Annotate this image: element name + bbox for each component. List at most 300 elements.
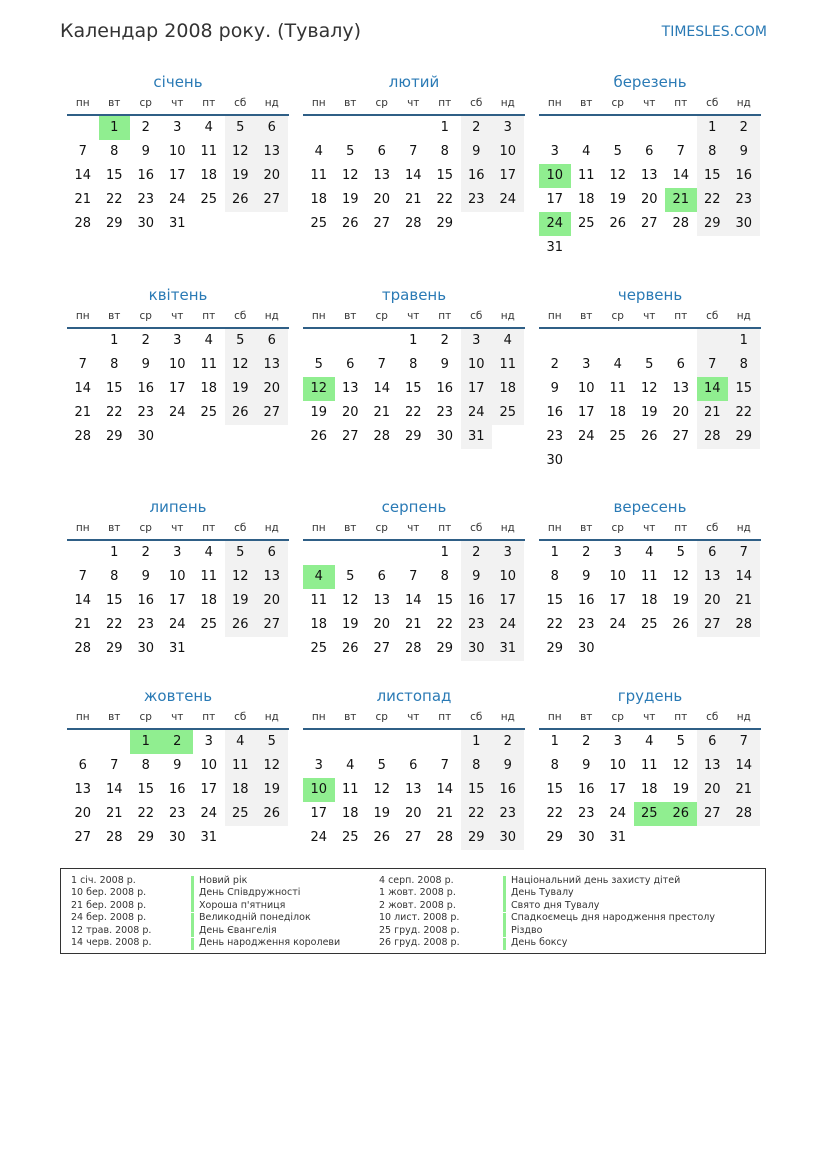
day-cell[interactable]: 3 — [613, 545, 622, 560]
day-cell[interactable]: 30 — [461, 637, 493, 661]
day-cell[interactable]: 11 — [310, 168, 328, 183]
day-cell[interactable]: 4 — [613, 357, 622, 372]
day-cell[interactable]: 21 — [105, 806, 123, 821]
day-cell[interactable]: 10 — [609, 758, 627, 773]
day-cell[interactable]: 9 — [173, 758, 182, 773]
day-cell[interactable]: 18 — [609, 405, 627, 420]
day-cell[interactable]: 11 — [200, 144, 218, 159]
day-cell[interactable]: 14 — [672, 168, 690, 183]
day-cell[interactable]: 8 — [110, 144, 119, 159]
day-cell[interactable]: 8 — [550, 569, 559, 584]
day-cell[interactable]: 8 — [440, 569, 449, 584]
day-cell[interactable]: 8 — [697, 140, 729, 164]
day-cell[interactable]: 16 — [577, 782, 595, 797]
day-cell[interactable]: 21 — [404, 192, 422, 207]
day-cell[interactable]: 3 — [492, 116, 524, 140]
day-cell[interactable]: 30 — [137, 429, 155, 444]
day-cell[interactable]: 17 — [577, 405, 595, 420]
day-cell[interactable]: 9 — [461, 140, 493, 164]
day-cell[interactable]: 7 — [409, 144, 418, 159]
day-cell[interactable]: 17 — [200, 782, 218, 797]
day-cell[interactable]: 3 — [173, 333, 182, 348]
day-cell[interactable]: 25 — [640, 617, 658, 632]
day-cell[interactable]: 7 — [78, 569, 87, 584]
day-cell[interactable]: 20 — [373, 617, 391, 632]
day-cell[interactable]: 23 — [492, 802, 524, 826]
day-cell[interactable]: 2 — [141, 333, 150, 348]
day-cell[interactable]: 19 — [225, 377, 257, 401]
day-cell[interactable]: 21 — [74, 192, 92, 207]
day-cell[interactable]: 17 — [492, 164, 524, 188]
day-cell[interactable]: 26 — [373, 830, 391, 845]
day-cell[interactable]: 27 — [341, 429, 359, 444]
day-cell[interactable]: 10 — [609, 569, 627, 584]
day-cell[interactable]: 20 — [373, 192, 391, 207]
day-cell[interactable]: 4 — [492, 329, 524, 353]
day-cell[interactable]: 6 — [377, 569, 386, 584]
day-cell[interactable]: 4 — [346, 758, 355, 773]
day-cell[interactable]: 21 — [697, 401, 729, 425]
day-cell[interactable]: 2 — [728, 116, 760, 140]
day-cell[interactable]: 20 — [74, 806, 92, 821]
day-cell[interactable]: 25 — [341, 830, 359, 845]
day-cell[interactable]: 9 — [440, 357, 449, 372]
day-cell[interactable]: 21 — [665, 188, 697, 212]
day-cell[interactable]: 23 — [546, 429, 564, 444]
day-cell[interactable]: 27 — [404, 830, 422, 845]
day-cell[interactable]: 26 — [225, 188, 257, 212]
day-cell[interactable]: 8 — [409, 357, 418, 372]
day-cell[interactable]: 10 — [303, 778, 335, 802]
day-cell[interactable]: 25 — [577, 216, 595, 231]
day-cell[interactable]: 25 — [200, 617, 218, 632]
day-cell[interactable]: 16 — [577, 593, 595, 608]
day-cell[interactable]: 31 — [546, 240, 564, 255]
day-cell[interactable]: 24 — [310, 830, 328, 845]
day-cell[interactable]: 22 — [461, 802, 493, 826]
day-cell[interactable]: 12 — [256, 754, 288, 778]
day-cell[interactable]: 22 — [137, 806, 155, 821]
day-cell[interactable]: 8 — [110, 569, 119, 584]
day-cell[interactable]: 23 — [461, 613, 493, 637]
day-cell[interactable]: 8 — [461, 754, 493, 778]
day-cell[interactable]: 14 — [105, 782, 123, 797]
day-cell[interactable]: 20 — [256, 377, 288, 401]
day-cell[interactable]: 10 — [539, 164, 571, 188]
day-cell[interactable]: 17 — [168, 593, 186, 608]
day-cell[interactable]: 26 — [225, 613, 257, 637]
day-cell[interactable]: 2 — [461, 116, 493, 140]
day-cell[interactable]: 22 — [105, 617, 123, 632]
day-cell[interactable]: 15 — [436, 593, 454, 608]
day-cell[interactable]: 12 — [373, 782, 391, 797]
day-cell[interactable]: 10 — [492, 565, 524, 589]
day-cell[interactable]: 20 — [256, 589, 288, 613]
day-cell[interactable]: 3 — [461, 329, 493, 353]
day-cell[interactable]: 26 — [609, 216, 627, 231]
day-cell[interactable]: 27 — [256, 613, 288, 637]
day-cell[interactable]: 28 — [728, 802, 760, 826]
day-cell[interactable]: 11 — [341, 782, 359, 797]
day-cell[interactable]: 28 — [697, 425, 729, 449]
day-cell[interactable]: 19 — [609, 192, 627, 207]
day-cell[interactable]: 4 — [314, 144, 323, 159]
day-cell[interactable]: 21 — [728, 589, 760, 613]
day-cell[interactable]: 30 — [492, 826, 524, 850]
day-cell[interactable]: 28 — [404, 641, 422, 656]
day-cell[interactable]: 30 — [577, 830, 595, 845]
day-cell[interactable]: 5 — [645, 357, 654, 372]
day-cell[interactable]: 23 — [137, 405, 155, 420]
day-cell[interactable]: 27 — [640, 216, 658, 231]
day-cell[interactable]: 3 — [314, 758, 323, 773]
day-cell[interactable]: 17 — [168, 381, 186, 396]
day-cell[interactable]: 20 — [640, 192, 658, 207]
day-cell[interactable]: 21 — [74, 405, 92, 420]
day-cell[interactable]: 25 — [200, 405, 218, 420]
day-cell[interactable]: 23 — [137, 192, 155, 207]
day-cell[interactable]: 2 — [582, 734, 591, 749]
day-cell[interactable]: 19 — [672, 593, 690, 608]
day-cell[interactable]: 9 — [582, 758, 591, 773]
day-cell[interactable]: 13 — [697, 754, 729, 778]
day-cell[interactable]: 23 — [577, 617, 595, 632]
day-cell[interactable]: 5 — [676, 734, 685, 749]
day-cell[interactable]: 20 — [697, 589, 729, 613]
day-cell[interactable]: 10 — [200, 758, 218, 773]
day-cell[interactable]: 30 — [728, 212, 760, 236]
day-cell[interactable]: 13 — [373, 593, 391, 608]
day-cell[interactable]: 28 — [436, 830, 454, 845]
day-cell[interactable]: 9 — [141, 569, 150, 584]
day-cell[interactable]: 14 — [74, 381, 92, 396]
day-cell[interactable]: 11 — [310, 593, 328, 608]
day-cell[interactable]: 18 — [200, 381, 218, 396]
day-cell[interactable]: 28 — [74, 429, 92, 444]
day-cell[interactable]: 4 — [303, 565, 335, 589]
day-cell[interactable]: 5 — [225, 329, 257, 353]
day-cell[interactable]: 1 — [440, 120, 449, 135]
day-cell[interactable]: 14 — [74, 168, 92, 183]
day-cell[interactable]: 6 — [256, 329, 288, 353]
day-cell[interactable]: 31 — [168, 216, 186, 231]
day-cell[interactable]: 19 — [341, 192, 359, 207]
day-cell[interactable]: 14 — [728, 565, 760, 589]
day-cell[interactable]: 24 — [200, 806, 218, 821]
day-cell[interactable]: 7 — [78, 357, 87, 372]
day-cell[interactable]: 29 — [546, 830, 564, 845]
day-cell[interactable]: 16 — [728, 164, 760, 188]
day-cell[interactable]: 2 — [141, 120, 150, 135]
day-cell[interactable]: 23 — [577, 806, 595, 821]
day-cell[interactable]: 8 — [110, 357, 119, 372]
day-cell[interactable]: 13 — [341, 381, 359, 396]
day-cell[interactable]: 29 — [137, 830, 155, 845]
day-cell[interactable]: 17 — [492, 589, 524, 613]
day-cell[interactable]: 16 — [492, 778, 524, 802]
day-cell[interactable]: 6 — [78, 758, 87, 773]
day-cell[interactable]: 3 — [204, 734, 213, 749]
day-cell[interactable]: 28 — [672, 216, 690, 231]
day-cell[interactable]: 30 — [577, 641, 595, 656]
day-cell[interactable]: 1 — [110, 333, 119, 348]
day-cell[interactable]: 4 — [204, 545, 213, 560]
day-cell[interactable]: 10 — [168, 144, 186, 159]
day-cell[interactable]: 16 — [137, 168, 155, 183]
day-cell[interactable]: 18 — [577, 192, 595, 207]
day-cell[interactable]: 5 — [314, 357, 323, 372]
day-cell[interactable]: 3 — [492, 541, 524, 565]
day-cell[interactable]: 17 — [310, 806, 328, 821]
day-cell[interactable]: 9 — [141, 357, 150, 372]
day-cell[interactable]: 4 — [582, 144, 591, 159]
day-cell[interactable]: 28 — [74, 216, 92, 231]
day-cell[interactable]: 4 — [645, 545, 654, 560]
day-cell[interactable]: 3 — [550, 144, 559, 159]
day-cell[interactable]: 14 — [373, 381, 391, 396]
day-cell[interactable]: 27 — [256, 188, 288, 212]
day-cell[interactable]: 24 — [168, 192, 186, 207]
day-cell[interactable]: 8 — [440, 144, 449, 159]
day-cell[interactable]: 19 — [256, 778, 288, 802]
day-cell[interactable]: 20 — [341, 405, 359, 420]
day-cell[interactable]: 2 — [141, 545, 150, 560]
day-cell[interactable]: 30 — [168, 830, 186, 845]
day-cell[interactable]: 18 — [492, 377, 524, 401]
day-cell[interactable]: 22 — [546, 806, 564, 821]
day-cell[interactable]: 10 — [577, 381, 595, 396]
day-cell[interactable]: 6 — [409, 758, 418, 773]
day-cell[interactable]: 20 — [697, 778, 729, 802]
day-cell[interactable]: 21 — [436, 806, 454, 821]
day-cell[interactable]: 12 — [672, 569, 690, 584]
day-cell[interactable]: 12 — [341, 593, 359, 608]
day-cell[interactable]: 23 — [461, 188, 493, 212]
day-cell[interactable]: 16 — [546, 405, 564, 420]
day-cell[interactable]: 24 — [492, 613, 524, 637]
day-cell[interactable]: 18 — [310, 617, 328, 632]
day-cell[interactable]: 14 — [436, 782, 454, 797]
day-cell[interactable]: 3 — [582, 357, 591, 372]
day-cell[interactable]: 9 — [550, 381, 559, 396]
day-cell[interactable]: 28 — [404, 216, 422, 231]
day-cell[interactable]: 17 — [168, 168, 186, 183]
day-cell[interactable]: 5 — [346, 144, 355, 159]
day-cell[interactable]: 18 — [640, 782, 658, 797]
day-cell[interactable]: 22 — [728, 401, 760, 425]
day-cell[interactable]: 12 — [303, 377, 335, 401]
day-cell[interactable]: 5 — [225, 541, 257, 565]
day-cell[interactable]: 15 — [697, 164, 729, 188]
day-cell[interactable]: 1 — [409, 333, 418, 348]
day-cell[interactable]: 18 — [341, 806, 359, 821]
day-cell[interactable]: 22 — [404, 405, 422, 420]
day-cell[interactable]: 12 — [225, 565, 257, 589]
day-cell[interactable]: 11 — [225, 754, 257, 778]
day-cell[interactable]: 7 — [377, 357, 386, 372]
day-cell[interactable]: 2 — [440, 333, 449, 348]
day-cell[interactable]: 16 — [436, 381, 454, 396]
day-cell[interactable]: 11 — [609, 381, 627, 396]
day-cell[interactable]: 29 — [546, 641, 564, 656]
day-cell[interactable]: 6 — [377, 144, 386, 159]
day-cell[interactable]: 15 — [137, 782, 155, 797]
day-cell[interactable]: 27 — [373, 641, 391, 656]
day-cell[interactable]: 16 — [168, 782, 186, 797]
day-cell[interactable]: 24 — [609, 806, 627, 821]
day-cell[interactable]: 2 — [461, 541, 493, 565]
day-cell[interactable]: 24 — [168, 405, 186, 420]
day-cell[interactable]: 31 — [492, 637, 524, 661]
day-cell[interactable]: 10 — [492, 140, 524, 164]
day-cell[interactable]: 28 — [105, 830, 123, 845]
day-cell[interactable]: 6 — [645, 144, 654, 159]
day-cell[interactable]: 12 — [609, 168, 627, 183]
day-cell[interactable]: 13 — [672, 381, 690, 396]
day-cell[interactable]: 8 — [141, 758, 150, 773]
day-cell[interactable]: 5 — [613, 144, 622, 159]
day-cell[interactable]: 4 — [204, 333, 213, 348]
day-cell[interactable]: 26 — [672, 617, 690, 632]
day-cell[interactable]: 26 — [640, 429, 658, 444]
day-cell[interactable]: 24 — [168, 617, 186, 632]
day-cell[interactable]: 6 — [697, 730, 729, 754]
day-cell[interactable]: 28 — [728, 613, 760, 637]
day-cell[interactable]: 5 — [256, 730, 288, 754]
day-cell[interactable]: 29 — [728, 425, 760, 449]
day-cell[interactable]: 3 — [173, 120, 182, 135]
day-cell[interactable]: 6 — [346, 357, 355, 372]
day-cell[interactable]: 12 — [225, 140, 257, 164]
day-cell[interactable]: 1 — [440, 545, 449, 560]
day-cell[interactable]: 9 — [492, 754, 524, 778]
day-cell[interactable]: 13 — [256, 140, 288, 164]
day-cell[interactable]: 15 — [105, 168, 123, 183]
day-cell[interactable]: 9 — [728, 140, 760, 164]
day-cell[interactable]: 23 — [168, 806, 186, 821]
day-cell[interactable]: 13 — [373, 168, 391, 183]
day-cell[interactable]: 21 — [404, 617, 422, 632]
day-cell[interactable]: 12 — [225, 353, 257, 377]
day-cell[interactable]: 7 — [728, 541, 760, 565]
day-cell[interactable]: 26 — [665, 802, 697, 826]
day-cell[interactable]: 13 — [256, 353, 288, 377]
day-cell[interactable]: 24 — [461, 401, 493, 425]
day-cell[interactable]: 19 — [341, 617, 359, 632]
day-cell[interactable]: 26 — [341, 641, 359, 656]
day-cell[interactable]: 14 — [728, 754, 760, 778]
day-cell[interactable]: 22 — [546, 617, 564, 632]
day-cell[interactable]: 12 — [672, 758, 690, 773]
day-cell[interactable]: 29 — [105, 429, 123, 444]
day-cell[interactable]: 18 — [225, 778, 257, 802]
day-cell[interactable]: 7 — [676, 144, 685, 159]
day-cell[interactable]: 26 — [256, 802, 288, 826]
day-cell[interactable]: 18 — [640, 593, 658, 608]
day-cell[interactable]: 10 — [168, 357, 186, 372]
day-cell[interactable]: 26 — [310, 429, 328, 444]
day-cell[interactable]: 19 — [225, 589, 257, 613]
day-cell[interactable]: 17 — [609, 782, 627, 797]
day-cell[interactable]: 26 — [341, 216, 359, 231]
day-cell[interactable]: 29 — [404, 429, 422, 444]
day-cell[interactable]: 24 — [577, 429, 595, 444]
day-cell[interactable]: 23 — [436, 405, 454, 420]
day-cell[interactable]: 30 — [137, 641, 155, 656]
day-cell[interactable]: 7 — [728, 730, 760, 754]
day-cell[interactable]: 11 — [492, 353, 524, 377]
day-cell[interactable]: 6 — [256, 541, 288, 565]
day-cell[interactable]: 18 — [200, 168, 218, 183]
day-cell[interactable]: 28 — [373, 429, 391, 444]
day-cell[interactable]: 19 — [225, 164, 257, 188]
day-cell[interactable]: 23 — [137, 617, 155, 632]
day-cell[interactable]: 25 — [200, 192, 218, 207]
day-cell[interactable]: 25 — [310, 641, 328, 656]
day-cell[interactable]: 23 — [728, 188, 760, 212]
day-cell[interactable]: 3 — [173, 545, 182, 560]
day-cell[interactable]: 15 — [461, 778, 493, 802]
day-cell[interactable]: 14 — [697, 377, 729, 401]
day-cell[interactable]: 24 — [539, 212, 571, 236]
day-cell[interactable]: 3 — [613, 734, 622, 749]
day-cell[interactable]: 1 — [461, 730, 493, 754]
day-cell[interactable]: 20 — [256, 164, 288, 188]
day-cell[interactable]: 10 — [461, 353, 493, 377]
day-cell[interactable]: 5 — [377, 758, 386, 773]
day-cell[interactable]: 15 — [404, 381, 422, 396]
day-cell[interactable]: 22 — [105, 192, 123, 207]
day-cell[interactable]: 20 — [404, 806, 422, 821]
day-cell[interactable]: 11 — [640, 569, 658, 584]
day-cell[interactable]: 22 — [436, 192, 454, 207]
day-cell[interactable]: 25 — [310, 216, 328, 231]
day-cell[interactable]: 1 — [550, 734, 559, 749]
day-cell[interactable]: 29 — [436, 216, 454, 231]
day-cell[interactable]: 12 — [341, 168, 359, 183]
day-cell[interactable]: 16 — [461, 589, 493, 613]
day-cell[interactable]: 31 — [609, 830, 627, 845]
day-cell[interactable]: 31 — [168, 641, 186, 656]
day-cell[interactable]: 14 — [404, 593, 422, 608]
day-cell[interactable]: 6 — [676, 357, 685, 372]
day-cell[interactable]: 15 — [546, 593, 564, 608]
day-cell[interactable]: 18 — [310, 192, 328, 207]
day-cell[interactable]: 6 — [697, 541, 729, 565]
day-cell[interactable]: 19 — [672, 782, 690, 797]
day-cell[interactable]: 13 — [697, 565, 729, 589]
day-cell[interactable]: 25 — [225, 802, 257, 826]
day-cell[interactable]: 11 — [640, 758, 658, 773]
day-cell[interactable]: 31 — [200, 830, 218, 845]
day-cell[interactable]: 13 — [404, 782, 422, 797]
day-cell[interactable]: 29 — [105, 641, 123, 656]
day-cell[interactable]: 30 — [436, 429, 454, 444]
day-cell[interactable]: 16 — [461, 164, 493, 188]
day-cell[interactable]: 16 — [137, 381, 155, 396]
day-cell[interactable]: 2 — [492, 730, 524, 754]
day-cell[interactable]: 2 — [582, 545, 591, 560]
day-cell[interactable]: 26 — [225, 401, 257, 425]
day-cell[interactable]: 17 — [609, 593, 627, 608]
day-cell[interactable]: 28 — [74, 641, 92, 656]
day-cell[interactable]: 1 — [110, 545, 119, 560]
day-cell[interactable]: 15 — [546, 782, 564, 797]
day-cell[interactable]: 27 — [697, 802, 729, 826]
day-cell[interactable]: 29 — [105, 216, 123, 231]
day-cell[interactable]: 27 — [74, 830, 92, 845]
day-cell[interactable]: 22 — [697, 188, 729, 212]
